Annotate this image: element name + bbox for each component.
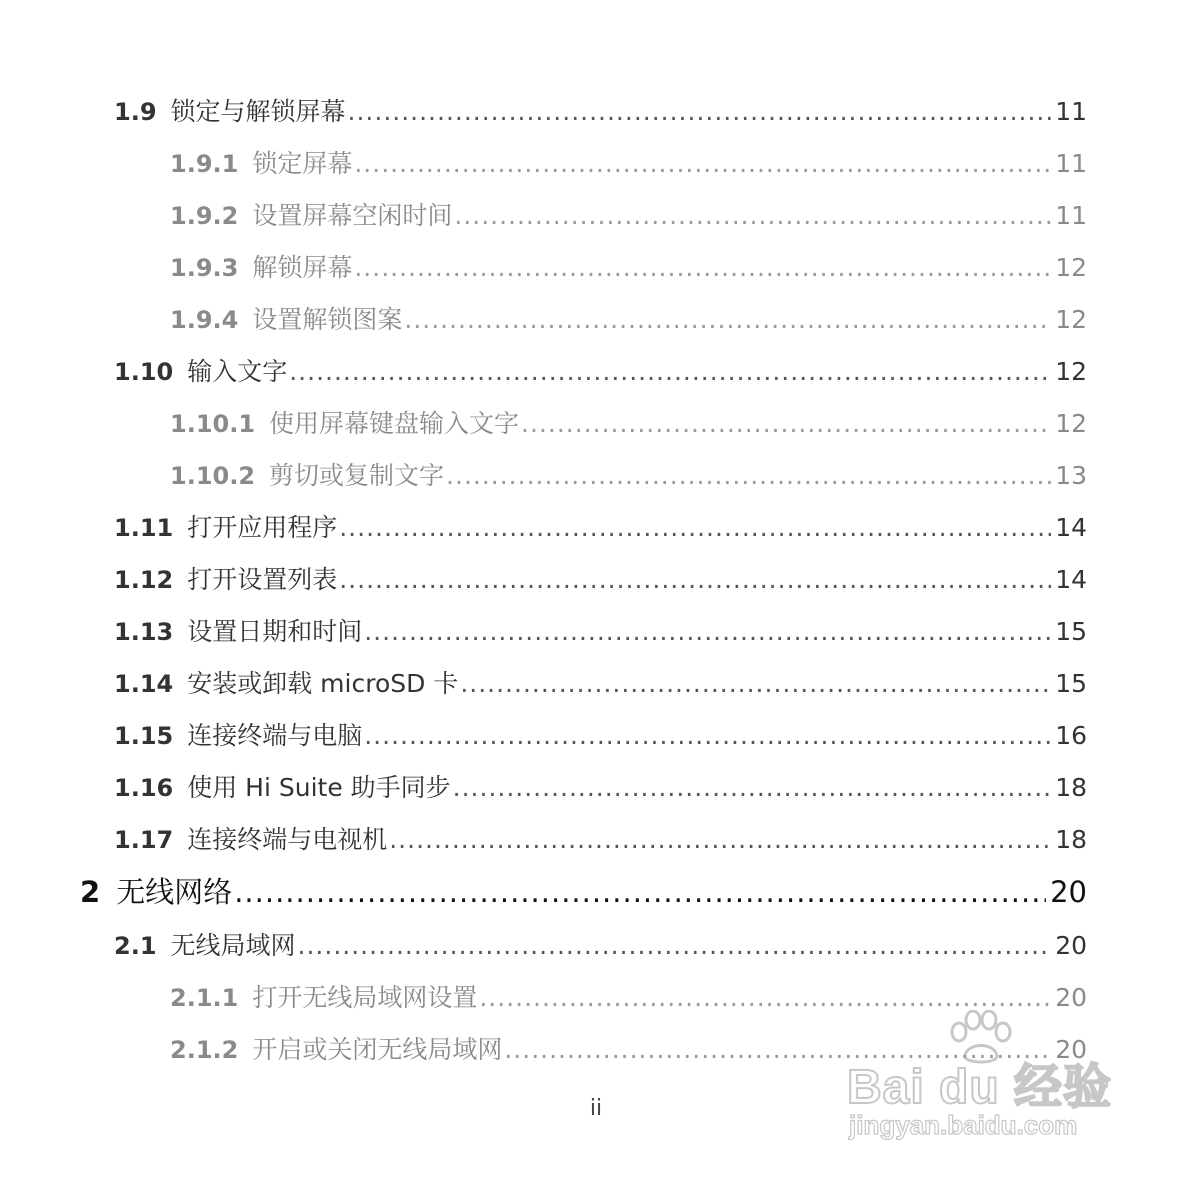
dot-leader bbox=[446, 456, 1051, 496]
toc-entry-number: 1.16 bbox=[114, 774, 174, 802]
toc-entry-1-15[interactable] bbox=[114, 716, 1087, 756]
dot-leader bbox=[521, 404, 1051, 444]
dot-leader bbox=[354, 248, 1051, 288]
toc-entry-title: 无线网络 bbox=[116, 875, 233, 909]
dot-leader bbox=[298, 926, 1052, 966]
toc-entry-page: 11 bbox=[1055, 149, 1087, 178]
toc-entry-number: 1.9.2 bbox=[170, 202, 239, 230]
toc-entry-title: 输入文字 bbox=[187, 357, 288, 386]
toc-entry-page: 20 bbox=[1055, 983, 1087, 1012]
toc-entry-number: 1.14 bbox=[114, 670, 174, 698]
toc-entry-number: 1.15 bbox=[114, 722, 174, 750]
toc-entry-number: 1.9.4 bbox=[170, 306, 239, 334]
toc-entry-title: 安装或卸载 microSD 卡 bbox=[187, 669, 459, 698]
dot-leader bbox=[453, 768, 1052, 808]
toc-entry-1-16[interactable] bbox=[114, 768, 1087, 808]
baidu-jingyan-watermark bbox=[845, 1010, 1125, 1150]
toc-entry-page: 12 bbox=[1055, 305, 1087, 334]
dot-leader bbox=[339, 560, 1051, 600]
toc-entry-page: 20 bbox=[1055, 1035, 1087, 1064]
toc-entry-number: 1.13 bbox=[114, 618, 174, 646]
toc-entry-number: 1.11 bbox=[114, 514, 174, 542]
toc-entry-page: 12 bbox=[1055, 253, 1087, 282]
toc-entry-1-10-1[interactable] bbox=[170, 404, 1087, 444]
toc-entry-page: 12 bbox=[1055, 357, 1087, 386]
toc-entry-2[interactable] bbox=[80, 872, 1087, 912]
toc-entry-title: 无线局域网 bbox=[170, 931, 296, 960]
toc-entry-1-9[interactable] bbox=[114, 92, 1087, 132]
toc-entry-number: 1.10 bbox=[114, 358, 174, 386]
toc-entry-title: 使用屏幕键盘输入文字 bbox=[269, 409, 520, 438]
toc-entry-number: 1.10.1 bbox=[170, 410, 256, 438]
watermark-url: jingyan.baidu.com bbox=[849, 1110, 1078, 1140]
toc-entry-title: 打开无线局域网设置 bbox=[252, 983, 478, 1012]
toc-entry-number: 1.12 bbox=[114, 566, 174, 594]
toc-entry-number: 1.9.1 bbox=[170, 150, 239, 178]
toc-entry-page: 20 bbox=[1050, 875, 1087, 909]
toc-entry-1-9-1[interactable] bbox=[170, 144, 1087, 184]
toc-entry-title: 连接终端与电脑 bbox=[187, 721, 363, 750]
toc-entry-1-17[interactable] bbox=[114, 820, 1087, 860]
toc-entry-page: 11 bbox=[1055, 201, 1087, 230]
toc-entry-page: 18 bbox=[1055, 825, 1087, 854]
dot-leader bbox=[339, 508, 1051, 548]
dot-leader bbox=[348, 92, 1052, 132]
toc-entry-number: 1.10.2 bbox=[170, 462, 256, 490]
toc-entry-title: 锁定与解锁屏幕 bbox=[170, 97, 346, 126]
toc-entry-page: 15 bbox=[1055, 617, 1087, 646]
toc-entry-page: 16 bbox=[1055, 721, 1087, 750]
toc-entry-page: 12 bbox=[1055, 409, 1087, 438]
toc-entry-1-9-3[interactable] bbox=[170, 248, 1087, 288]
toc-entry-number: 2.1.2 bbox=[170, 1036, 239, 1064]
toc-entry-number: 1.9 bbox=[114, 98, 157, 126]
dot-leader bbox=[289, 352, 1051, 392]
dot-leader bbox=[234, 872, 1046, 912]
toc-entry-title: 连接终端与电视机 bbox=[187, 825, 388, 854]
toc-entry-number: 1.9.3 bbox=[170, 254, 239, 282]
dot-leader bbox=[364, 716, 1051, 756]
dot-leader bbox=[454, 196, 1051, 236]
toc-entry-title: 使用 Hi Suite 助手同步 bbox=[187, 773, 451, 802]
toc-entry-1-9-4[interactable] bbox=[170, 300, 1087, 340]
toc-entry-number: 2.1 bbox=[114, 932, 157, 960]
toc-entry-page: 14 bbox=[1055, 565, 1087, 594]
toc-entry-number: 2 bbox=[80, 875, 101, 909]
toc-entry-title: 解锁屏幕 bbox=[252, 253, 353, 282]
toc-entry-1-10[interactable] bbox=[114, 352, 1087, 392]
toc-entry-number: 1.17 bbox=[114, 826, 174, 854]
dot-leader bbox=[389, 820, 1051, 860]
toc-entry-page: 20 bbox=[1055, 931, 1087, 960]
toc-entry-title: 设置日期和时间 bbox=[187, 617, 363, 646]
toc-entry-1-14[interactable] bbox=[114, 664, 1087, 704]
toc-entry-page: 18 bbox=[1055, 773, 1087, 802]
dot-leader bbox=[364, 612, 1051, 652]
toc-entry-title: 打开设置列表 bbox=[187, 565, 338, 594]
page-number: ii bbox=[589, 1096, 603, 1121]
dot-leader bbox=[404, 300, 1051, 340]
watermark-brand: Bai du 经验 bbox=[847, 1061, 1113, 1114]
toc-entry-1-13[interactable] bbox=[114, 612, 1087, 652]
toc-entry-title: 打开应用程序 bbox=[187, 513, 338, 542]
toc-entry-1-10-2[interactable] bbox=[170, 456, 1087, 496]
toc-entry-1-12[interactable] bbox=[114, 560, 1087, 600]
toc-entry-title: 设置屏幕空闲时间 bbox=[252, 201, 453, 230]
toc-entry-title: 剪切或复制文字 bbox=[269, 461, 445, 490]
toc-entry-page: 15 bbox=[1055, 669, 1087, 698]
toc-entry-title: 锁定屏幕 bbox=[252, 149, 353, 178]
toc-entry-2-1[interactable] bbox=[114, 926, 1087, 966]
toc-entry-title: 开启或关闭无线局域网 bbox=[252, 1035, 503, 1064]
toc-entry-page: 14 bbox=[1055, 513, 1087, 542]
toc-entry-1-9-2[interactable] bbox=[170, 196, 1087, 236]
toc-entry-page: 11 bbox=[1055, 97, 1087, 126]
toc-entry-title: 设置解锁图案 bbox=[252, 305, 403, 334]
toc-entry-number: 2.1.1 bbox=[170, 984, 239, 1012]
toc-entry-page: 13 bbox=[1055, 461, 1087, 490]
dot-leader bbox=[354, 144, 1051, 184]
dot-leader bbox=[460, 664, 1051, 704]
toc-entry-1-11[interactable] bbox=[114, 508, 1087, 548]
